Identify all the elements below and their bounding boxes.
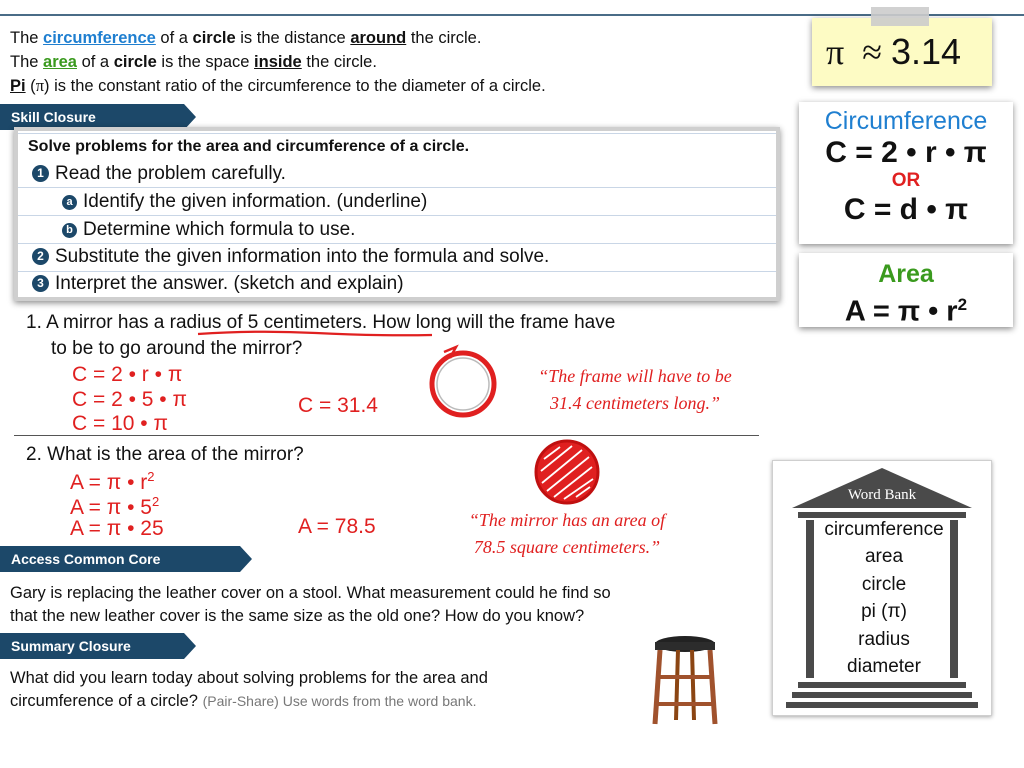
word-bank-item: radius xyxy=(858,628,910,650)
step-1b xyxy=(62,218,355,242)
def-text: The xyxy=(10,53,44,71)
def-text: ) is the constant ratio of the circumference to the diameter of a circle. xyxy=(44,77,546,95)
word-bank-item: area xyxy=(864,546,904,568)
keyword-circle: circle xyxy=(192,29,236,47)
banner-access-common-core xyxy=(0,546,240,572)
definition-area xyxy=(10,52,377,72)
problem-text: A mirror has a xyxy=(46,312,170,333)
banner-label: Access Common Core xyxy=(11,551,161,567)
word-bank-item: pi (π) xyxy=(861,601,907,623)
def-text: is the space xyxy=(156,53,255,71)
step-text: Determine which formula to use. xyxy=(83,219,356,240)
step-marker: 3 xyxy=(32,275,49,292)
def-text: of a xyxy=(155,29,193,47)
word-bank-title: Word Bank xyxy=(847,487,917,503)
stool-image xyxy=(650,632,720,728)
word-bank-item: diameter xyxy=(847,656,921,678)
definition-pi xyxy=(10,76,546,96)
interpretation-line: “The mirror has an area of xyxy=(468,510,666,530)
work-step-2: C = 2 • 5 • π xyxy=(72,388,187,411)
circumference-formula-card xyxy=(799,102,1013,244)
step-2 xyxy=(32,245,549,269)
card-title: Circumference xyxy=(824,107,988,135)
keyword-area: area xyxy=(43,53,77,71)
pi-sticky-note xyxy=(812,18,992,86)
def-text: ( xyxy=(25,77,36,95)
work-exponent: 2 xyxy=(151,494,160,509)
question-line: circumference of a circle? xyxy=(10,692,198,710)
question-line: Gary is replacing the leather cover on a stool. What measurement could he find so xyxy=(10,584,611,602)
red-underline xyxy=(196,326,436,340)
pi-symbol: π xyxy=(826,32,845,72)
keyword-circle: circle xyxy=(113,53,157,71)
work-step-1: C = 2 • r • π xyxy=(72,363,183,386)
answer-area: A = 78.5 xyxy=(298,515,376,538)
problem-text: How long will the frame have xyxy=(367,312,616,333)
step-1 xyxy=(32,162,286,186)
def-text: The xyxy=(10,29,44,47)
keyword-around: around xyxy=(350,29,407,47)
divider xyxy=(14,435,759,436)
question-line: What did you learn today about solving problems for the area and xyxy=(10,669,488,687)
def-text: of a xyxy=(76,53,114,71)
banner-summary-closure xyxy=(0,633,184,659)
work-step-3: C = 10 • π xyxy=(72,412,168,435)
area-formula-card xyxy=(799,253,1013,327)
summary-question xyxy=(10,667,488,713)
definition-circumference xyxy=(10,28,481,48)
interpretation-1 xyxy=(506,363,764,417)
step-3 xyxy=(32,272,404,296)
pi-symbol: π xyxy=(35,76,45,95)
step-marker: b xyxy=(62,223,77,238)
work-exponent: 2 xyxy=(147,469,155,484)
frame-sketch xyxy=(426,343,500,423)
pair-share-hint: (Pair-Share) Use words from the word bank. xyxy=(202,693,477,709)
word-bank-item: circumference xyxy=(824,519,944,540)
keyword-inside: inside xyxy=(254,53,302,71)
def-text: is the distance xyxy=(235,29,351,47)
work-step-2: A = π • 5 xyxy=(70,496,152,519)
step-text: Interpret the answer. (sketch and explain) xyxy=(55,273,404,294)
banner-label: Skill Closure xyxy=(11,109,96,125)
interpretation-line: 31.4 centimeters long.” xyxy=(550,393,720,413)
skill-closure-box xyxy=(14,127,780,301)
step-text: Read the problem carefully. xyxy=(55,163,286,184)
keyword-pi: Pi xyxy=(10,77,26,95)
problem-text: to be to go around the mirror? xyxy=(51,338,303,359)
interpretation-line: 78.5 square centimeters.” xyxy=(473,537,661,557)
banner-label: Summary Closure xyxy=(11,638,131,654)
work-step-3: A = π • 25 xyxy=(70,517,164,540)
access-question xyxy=(10,582,611,628)
word-bank-item: circle xyxy=(861,573,907,595)
formula-area: A = π • r xyxy=(844,295,958,328)
skill-heading: Solve problems for the area and circumference of a circle. xyxy=(28,138,470,155)
problem-number: 1. xyxy=(26,312,42,333)
problem-given-info: radius of 5 centimeters. xyxy=(169,312,368,333)
step-marker: 2 xyxy=(32,248,49,265)
word-bank-list xyxy=(811,516,957,680)
step-marker: 1 xyxy=(32,165,49,182)
interpretation-line: “The frame will have to be xyxy=(538,366,732,386)
def-text: the circle. xyxy=(406,29,482,47)
def-text: the circle. xyxy=(301,53,377,71)
card-title: Area xyxy=(878,260,934,288)
answer-circumference: C = 31.4 xyxy=(298,394,378,417)
step-text: Substitute the given information into the formula and solve. xyxy=(55,246,550,267)
pi-value: 3.14 xyxy=(890,31,962,72)
step-text: Identify the given information. (underline) xyxy=(83,191,428,212)
or-label: OR xyxy=(891,170,921,191)
problem-2: 2. What is the area of the mirror? xyxy=(26,444,304,465)
area-sketch xyxy=(532,437,602,507)
formula-d-pi: C = d • π xyxy=(843,193,969,226)
work-step-1: A = π • r xyxy=(70,471,148,494)
tape-strip xyxy=(871,7,929,26)
formula-2r-pi: C = 2 • r • π xyxy=(825,136,987,169)
step-1a xyxy=(62,190,427,214)
keyword-circumference: circumference xyxy=(43,29,156,47)
question-line: that the new leather cover is the same size as the old one? How do you know? xyxy=(10,607,585,625)
approx-symbol: ≈ xyxy=(862,32,882,72)
interpretation-2 xyxy=(438,507,696,561)
step-marker: a xyxy=(62,195,77,210)
formula-exponent: 2 xyxy=(957,295,968,314)
